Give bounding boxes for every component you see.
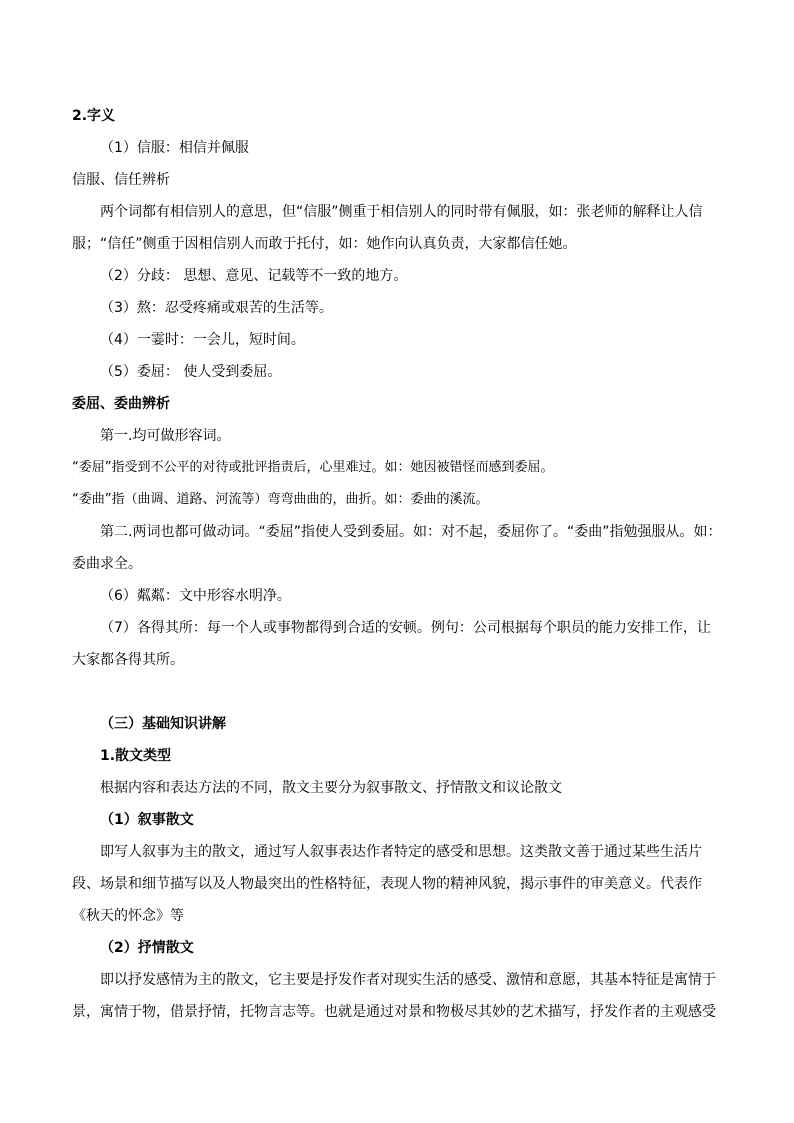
comparison-heading-2: 委屈、委曲辨析 xyxy=(72,396,170,412)
definition-item-7: （7）各得其所：每一个人或事物都得到合适的安顿。例句：公司根据每个职员的能力安排工作，让大家都各得其所。 xyxy=(72,620,711,668)
comparison-heading-1: 信服、信任辨析 xyxy=(72,172,170,188)
comparison-example-2: “委曲”指（曲调、道路、河流等）弯弯曲曲的，曲折。如：委曲的溪流。 xyxy=(72,492,489,507)
definition-item-4: （4）一霎时：一会儿，短时间。 xyxy=(100,332,305,348)
definition-item-3: （3）熬：忍受疼痛或艰苦的生活等。 xyxy=(100,300,333,316)
prose-type-2-title: （2）抒情散文 xyxy=(100,940,194,956)
definition-item-1: （1）信服：相信并佩服 xyxy=(100,140,249,156)
subsection-heading-prose-types: 1.散文类型 xyxy=(100,748,172,764)
comparison-example-1: “委屈”指受到不公平的对待或批评指责后，心里难过。如：她因被错怪而感到委屈。 xyxy=(72,460,554,475)
section-heading-basics: （三）基础知识讲解 xyxy=(100,716,226,732)
definition-item-6: （6）粼粼：文中形容水明净。 xyxy=(100,588,291,604)
prose-type-1-title: （1）叙事散文 xyxy=(100,812,194,828)
comparison-point-2: 第二.两词也都可做动词。“委屈”指使人受到委屈。如：对不起，委屈你了。“委曲”指勉强服从。如：委曲求全。 xyxy=(72,524,722,572)
section-heading-word-meaning: 2.字义 xyxy=(72,108,116,124)
definition-item-5: （5）委屈： 使人受到委屈。 xyxy=(100,364,282,380)
comparison-point-1: 第一.均可做形容词。 xyxy=(100,428,231,444)
section-spacer xyxy=(72,676,722,708)
prose-type-2-paragraph: 即以抒发感情为主的散文，它主要是抒发作者对现实生活的感受、激情和意愿，其基本特征是寓情于景，寓情于物，借景抒情，托物言志等。也就是通过对景和物极尽其妙的艺术描写，抒发作者的主观感受 xyxy=(72,972,716,1020)
comparison-paragraph-1: 两个词都有相信别人的意思，但“信服”侧重于相信别人的同时带有佩服，如：张老师的解释让人信服；“信任”侧重于因相信别人而敢于托付，如：她作向认真负责，大家都信任她。 xyxy=(72,204,703,252)
document-body xyxy=(72,100,722,1028)
prose-types-intro: 根据内容和表达方法的不同，散文主要分为叙事散文、抒情散文和议论散文 xyxy=(100,780,562,796)
prose-type-1-paragraph: 即写人叙事为主的散文，通过写人叙事表达作者特定的感受和思想。这类散文善于通过某些生活片段、场景和细节描写以及人物最突出的性格特征，表现人物的精神风貌，揭示事件的审美意义。代表作《秋天的怀念》等 xyxy=(72,844,702,924)
definition-item-2: （2）分歧： 思想、意见、记载等不一致的地方。 xyxy=(100,268,408,284)
